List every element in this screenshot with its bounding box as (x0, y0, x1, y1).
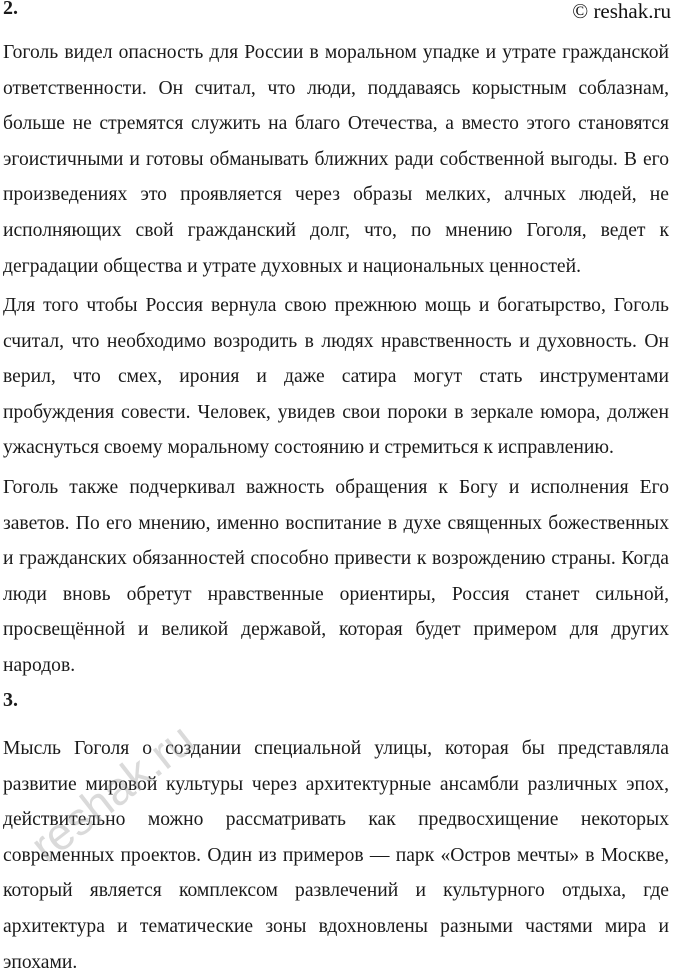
diagonal-watermark-text: reshak.ru (20, 712, 204, 872)
section-number-2: 2. (3, 0, 18, 19)
site-watermark: © reshak.ru (572, 0, 671, 23)
section-number-3: 3. (3, 689, 18, 711)
section-2-paragraph-1: Гоголь видел опасность для России в моральном упадке и утрате гражданской ответственности. Он считал, что люди, поддаваясь корыстным соблазнам, больше не стремятся служить на благо Отечества, а вместо этого становятся эгоистичными и готовы обманывать ближних ради собственной выгоды. В его произведениях это проявляется через образы мелких, алчных людей, не исполняющих свой гражданский долг, что, по мнению Гоголя, ведет к деградации общества и утрате духовных и национальных ценностей. (3, 42, 669, 277)
section-2-paragraph-3: Гоголь также подчеркивал важность обращения к Богу и исполнения Его заветов. По его мнению, именно воспитание в духе священных божественных и гражданских обязанностей способно привести к возрождению страны. Когда люди вновь обретут нравственные ориентиры, Россия станет сильной, просвещённой и великой державой, которая будет примером для других народов. (3, 477, 669, 676)
section-2-paragraph-2: Для того чтобы Россия вернула свою прежнюю мощь и богатырство, Гоголь считал, что необходимо возродить в людях нравственность и духовность. Он верил, что смех, ирония и даже сатира могут стать инструментами пробуждения совести. Человек, увидев свои пороки в зеркале юмора, должен ужаснуться своему моральному состоянию и стремиться к исправлению. (3, 295, 669, 459)
section-3-paragraph-1: Мысль Гоголя о создании специальной улицы, которая бы представляла развитие мировой культуры через архитектурные ансамбли различных эпох, действительно можно рассматривать как предвосхищение некоторых современных проектов. Один из примеров — парк «Остров мечты» в Москве, который является комплексом развлечений и культурного отдыха, где архитектура и тематические зоны вдохновлены разными частями мира и эпохами. (3, 738, 669, 973)
